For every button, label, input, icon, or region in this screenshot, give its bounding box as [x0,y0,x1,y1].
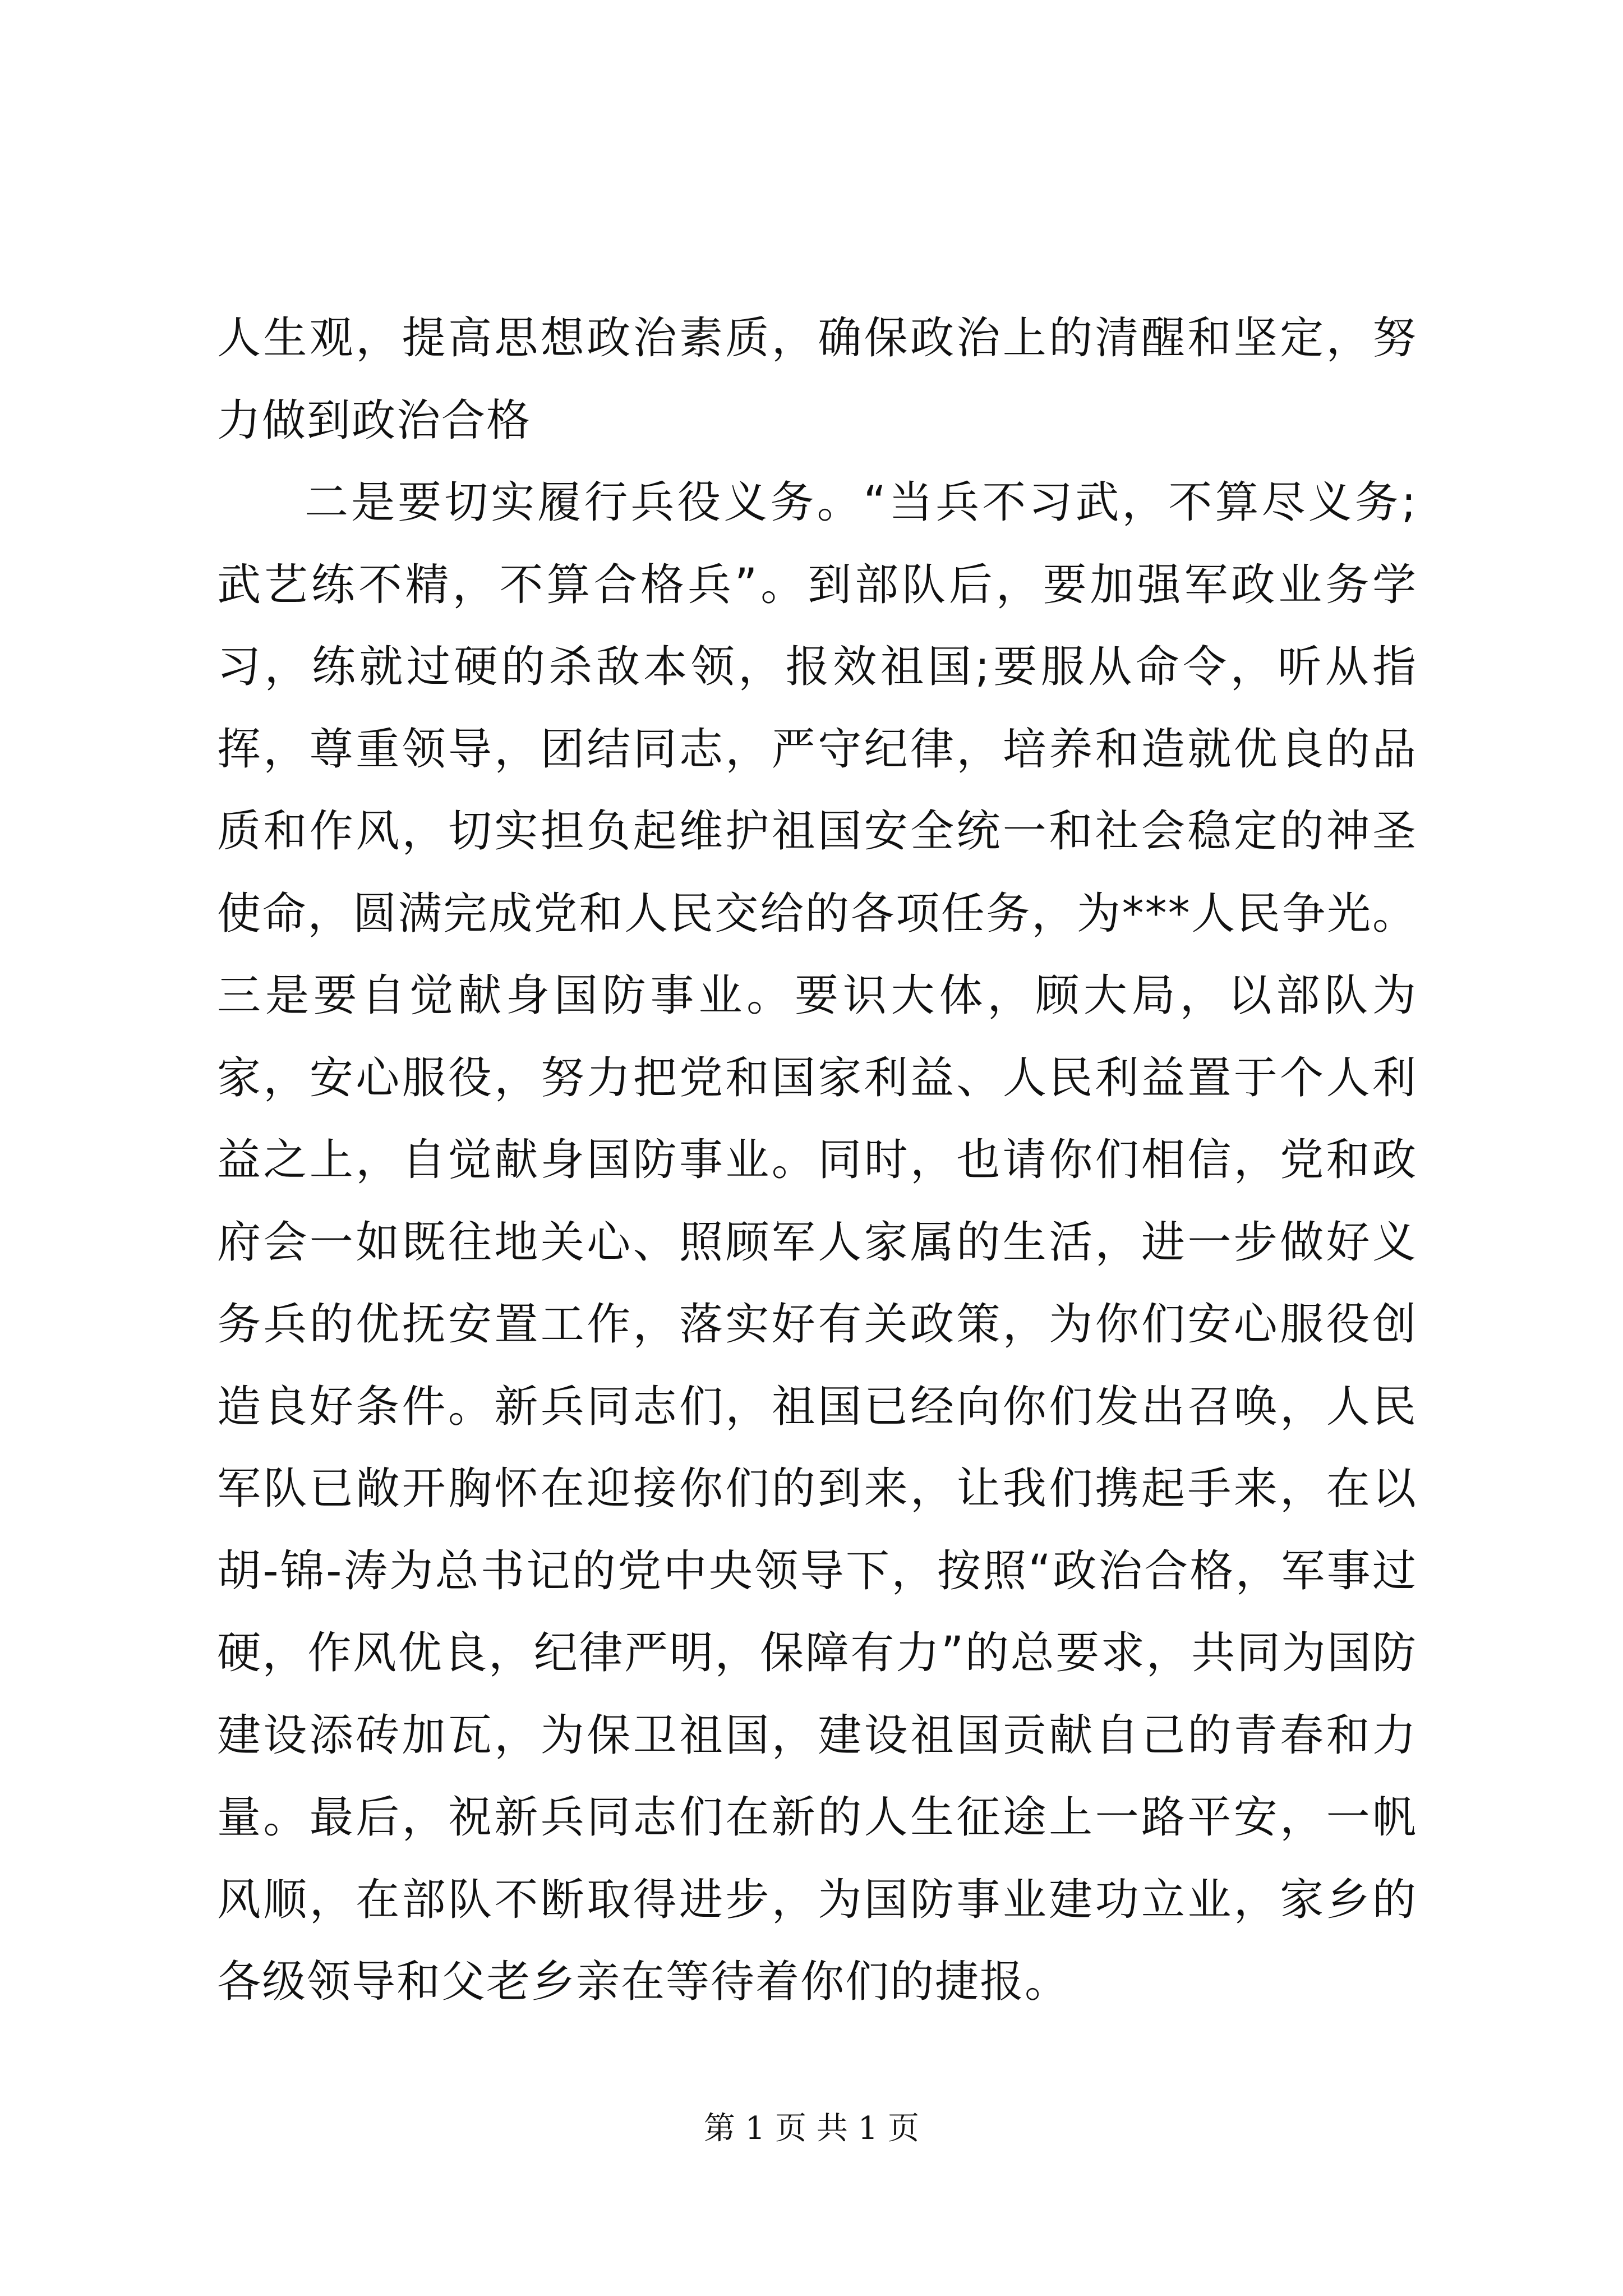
paragraph-continued: 人生观，提高思想政治素质，确保政治上的清醒和坚定，努力做到政治合格 [217,313,1417,446]
page-number-label: 第 1 页 共 1 页 [703,2110,920,2147]
page-footer [0,2109,1623,2148]
document-body [217,297,1417,2023]
paragraph-main: 二是要切实履行兵役义务。“当兵不习武，不算尽义务;武艺练不精，不算合格兵”。到部队后，要加强军政业务学习，练就过硬的杀敌本领，报效祖国;要服从命令，听从指挥，尊重领导，团结同志，严守纪律，培养和造就优良的品质和作风，切实担负起维护祖国安全统一和社会稳定的神圣使命，圆满完成党和人民交给的各项任务，为***人民争光。三是要自觉献身国防事业。要识大体，顾大局，以部队为家，安心服役，努力把党和国家利益、人民利益置于个人利益之上，自觉献身国防事业。同时，也请你们相信，党和政府会一如既往地关心、照顾军人家属的生活，进一步做好义务兵的优抚安置工作，落实好有关政策，为你们安心服役创造良好条件。新兵同志们，祖国已经向你们发出召唤，人民军队已敞开胸怀在迎接你们的到来，让我们携起手来，在以胡-锦-涛为总书记的党中央领导下，按照“政治合格，军事过硬，作风优良，纪律严明，保障有力”的总要求，共同为国防建设添砖加瓦，为保卫祖国，建设祖国贡献自己的青春和力量。最后，祝新兵同志们在新的人生征途上一路平安，一帆风顺，在部队不断取得进步，为国防事业建功立业，家乡的各级领导和父老乡亲在等待着你们的捷报。 [217,477,1417,2007]
